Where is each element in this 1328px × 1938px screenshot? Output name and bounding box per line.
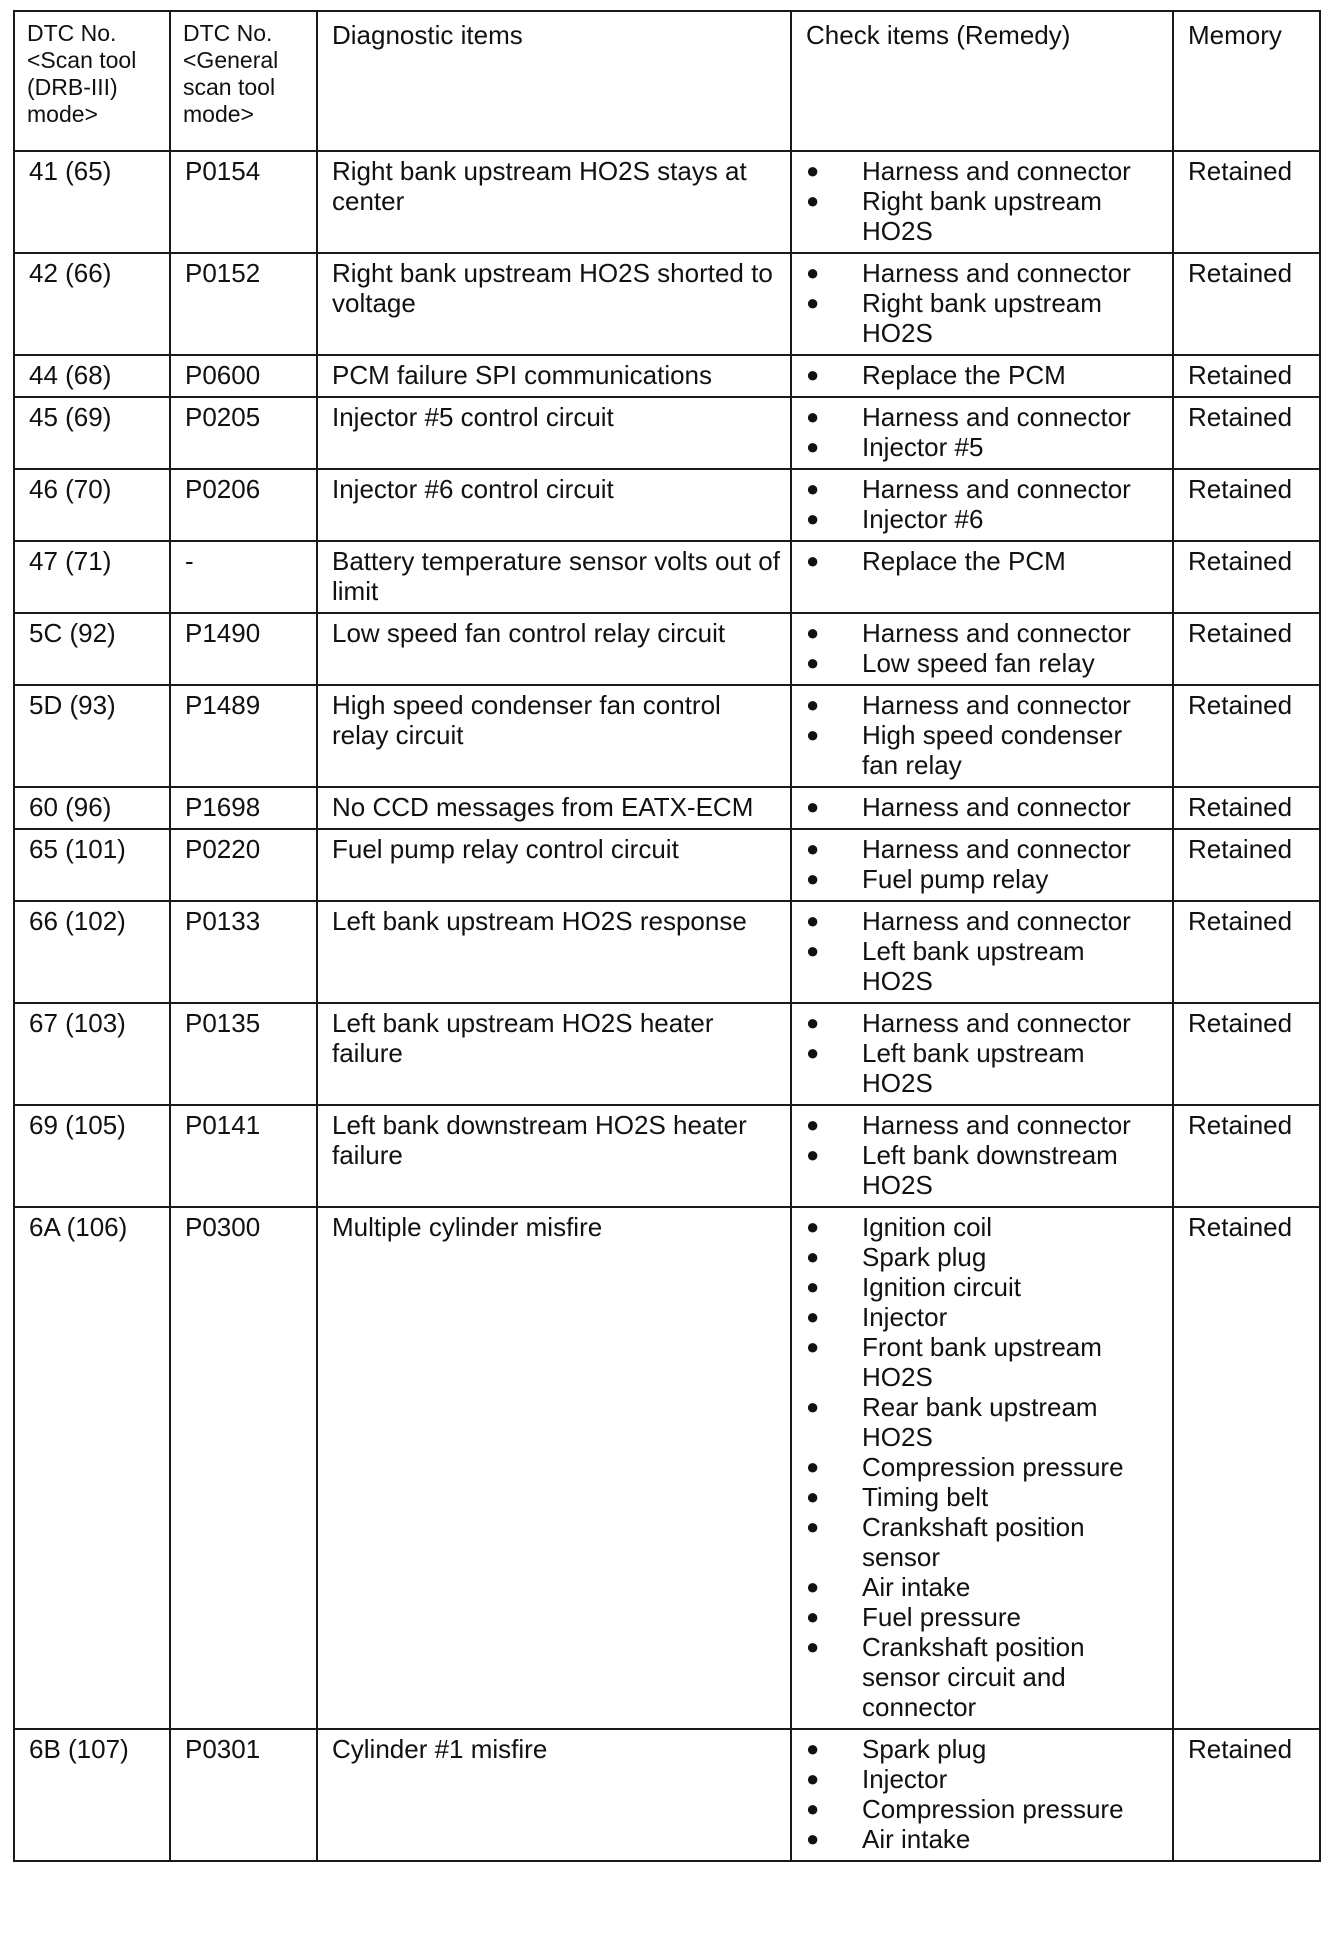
check-items-cell xyxy=(791,397,1173,469)
bullet-icon: ● xyxy=(806,1574,820,1599)
check-item xyxy=(806,1008,1162,1038)
check-item xyxy=(806,1632,1162,1722)
check-item xyxy=(806,474,1162,504)
check-item-text: Crankshaft position sensor circuit and connector xyxy=(862,1632,1085,1722)
check-item xyxy=(806,1794,1162,1824)
check-items-cell xyxy=(791,1207,1173,1729)
dtc-scan-tool-cell: 67 (103) xyxy=(14,1003,170,1105)
dtc-scan-tool-cell: 45 (69) xyxy=(14,397,170,469)
check-items-list xyxy=(806,906,1162,996)
dtc-scan-tool-cell: 42 (66) xyxy=(14,253,170,355)
bullet-icon: ● xyxy=(806,794,820,819)
check-items-cell xyxy=(791,1003,1173,1105)
diagnostic-item-cell: Multiple cylinder misfire xyxy=(317,1207,791,1729)
table-header xyxy=(14,11,1320,151)
header-memory: Memory xyxy=(1173,11,1320,151)
check-items-list xyxy=(806,618,1162,678)
check-items-list xyxy=(806,1110,1162,1200)
bullet-icon: ● xyxy=(806,1604,820,1629)
check-items-list xyxy=(806,402,1162,462)
bullet-icon: ● xyxy=(806,362,820,387)
diagnostic-item-cell: Left bank downstream HO2S heater failure xyxy=(317,1105,791,1207)
dtc-scan-tool-cell: 6A (106) xyxy=(14,1207,170,1729)
bullet-icon: ● xyxy=(806,620,820,645)
check-item xyxy=(806,1734,1162,1764)
table-row xyxy=(14,829,1320,901)
check-item xyxy=(806,1242,1162,1272)
header-scan-tool-dtc: DTC No. <Scan tool (DRB-III) mode> xyxy=(14,11,170,151)
check-items-list xyxy=(806,1212,1162,1722)
diagnostic-item-cell: No CCD messages from EATX-ECM xyxy=(317,787,791,829)
bullet-icon: ● xyxy=(806,404,820,429)
header-diagnostic-items: Diagnostic items xyxy=(317,11,791,151)
diagnostic-item-cell: High speed condenser fan control relay circuit xyxy=(317,685,791,787)
memory-cell: Retained xyxy=(1173,613,1320,685)
dtc-scan-tool-cell: 47 (71) xyxy=(14,541,170,613)
table-row xyxy=(14,253,1320,355)
check-item xyxy=(806,834,1162,864)
check-item xyxy=(806,1212,1162,1242)
check-item-text: Harness and connector xyxy=(862,402,1131,432)
bullet-icon: ● xyxy=(806,1334,820,1359)
dtc-scan-tool-cell: 60 (96) xyxy=(14,787,170,829)
check-item xyxy=(806,546,1162,576)
check-items-list xyxy=(806,792,1162,822)
dtc-scan-tool-cell: 5C (92) xyxy=(14,613,170,685)
check-item-text: Harness and connector xyxy=(862,618,1131,648)
check-items-cell xyxy=(791,829,1173,901)
check-item-text: Fuel pressure xyxy=(862,1602,1021,1632)
check-item xyxy=(806,1602,1162,1632)
check-item-text: Air intake xyxy=(862,1824,971,1854)
memory-cell: Retained xyxy=(1173,901,1320,1003)
check-item-text: Harness and connector xyxy=(862,1008,1131,1038)
check-items-cell xyxy=(791,253,1173,355)
dtc-general-cell: P1489 xyxy=(170,685,317,787)
bullet-icon: ● xyxy=(806,290,820,315)
check-item-text: Spark plug xyxy=(862,1242,987,1272)
dtc-general-cell: P0300 xyxy=(170,1207,317,1729)
memory-cell: Retained xyxy=(1173,685,1320,787)
bullet-icon: ● xyxy=(806,1010,820,1035)
check-item xyxy=(806,1272,1162,1302)
diagnostic-item-cell: Right bank upstream HO2S stays at center xyxy=(317,151,791,253)
diagnostic-item-cell: PCM failure SPI communications xyxy=(317,355,791,397)
check-item xyxy=(806,1452,1162,1482)
bullet-icon: ● xyxy=(806,476,820,501)
check-item-text: Injector xyxy=(862,1302,948,1332)
check-item-text: Harness and connector xyxy=(862,258,1131,288)
check-item-text: Injector #5 xyxy=(862,432,984,462)
bullet-icon: ● xyxy=(806,1766,820,1791)
diagnostic-item-cell: Left bank upstream HO2S response xyxy=(317,901,791,1003)
bullet-icon: ● xyxy=(806,188,820,213)
memory-cell: Retained xyxy=(1173,397,1320,469)
table-row xyxy=(14,469,1320,541)
check-items-cell xyxy=(791,355,1173,397)
check-item xyxy=(806,1140,1162,1200)
dtc-general-cell: - xyxy=(170,541,317,613)
bullet-icon: ● xyxy=(806,260,820,285)
check-item-text: Left bank downstream HO2S xyxy=(862,1140,1118,1200)
bullet-icon: ● xyxy=(806,1274,820,1299)
header-general-dtc: DTC No. <General scan tool mode> xyxy=(170,11,317,151)
memory-cell: Retained xyxy=(1173,355,1320,397)
dtc-general-cell: P0141 xyxy=(170,1105,317,1207)
check-item xyxy=(806,864,1162,894)
bullet-icon: ● xyxy=(806,1514,820,1539)
check-items-cell xyxy=(791,901,1173,1003)
check-item xyxy=(806,1512,1162,1572)
bullet-icon: ● xyxy=(806,650,820,675)
check-item-text: Harness and connector xyxy=(862,474,1131,504)
check-items-cell xyxy=(791,787,1173,829)
memory-cell: Retained xyxy=(1173,253,1320,355)
bullet-icon: ● xyxy=(806,1454,820,1479)
bullet-icon: ● xyxy=(806,548,820,573)
dtc-scan-tool-cell: 44 (68) xyxy=(14,355,170,397)
memory-cell: Retained xyxy=(1173,151,1320,253)
bullet-icon: ● xyxy=(806,1304,820,1329)
check-item-text: Harness and connector xyxy=(862,906,1131,936)
check-item xyxy=(806,720,1162,780)
check-item-text: Ignition coil xyxy=(862,1212,993,1242)
check-item-text: Harness and connector xyxy=(862,690,1131,720)
table-row xyxy=(14,397,1320,469)
check-item-text: Replace the PCM xyxy=(862,546,1066,576)
check-item xyxy=(806,1482,1162,1512)
bullet-icon: ● xyxy=(806,1244,820,1269)
dtc-general-cell: P0135 xyxy=(170,1003,317,1105)
bullet-icon: ● xyxy=(806,1040,820,1065)
diagnostic-item-cell: Battery temperature sensor volts out of limit xyxy=(317,541,791,613)
memory-cell: Retained xyxy=(1173,469,1320,541)
check-item-text: Harness and connector xyxy=(862,792,1131,822)
bullet-icon: ● xyxy=(806,938,820,963)
dtc-general-cell: P0301 xyxy=(170,1729,317,1861)
memory-cell: Retained xyxy=(1173,541,1320,613)
diagnostic-item-cell: Fuel pump relay control circuit xyxy=(317,829,791,901)
header-row xyxy=(14,11,1320,151)
bullet-icon: ● xyxy=(806,908,820,933)
check-item xyxy=(806,1110,1162,1140)
check-item xyxy=(806,1332,1162,1392)
check-item xyxy=(806,1572,1162,1602)
dtc-general-cell: P0154 xyxy=(170,151,317,253)
dtc-scan-tool-cell: 5D (93) xyxy=(14,685,170,787)
check-item-text: Low speed fan relay xyxy=(862,648,1095,678)
bullet-icon: ● xyxy=(806,1394,820,1419)
dtc-scan-tool-cell: 41 (65) xyxy=(14,151,170,253)
check-item-text: High speed condenser fan relay xyxy=(862,720,1123,780)
table-row xyxy=(14,787,1320,829)
diagnostic-item-cell: Cylinder #1 misfire xyxy=(317,1729,791,1861)
check-item xyxy=(806,1764,1162,1794)
check-item xyxy=(806,1824,1162,1854)
bullet-icon: ● xyxy=(806,1484,820,1509)
check-items-cell xyxy=(791,151,1173,253)
dtc-general-cell: P0152 xyxy=(170,253,317,355)
memory-cell: Retained xyxy=(1173,829,1320,901)
check-item-text: Compression pressure xyxy=(862,1452,1124,1482)
table-row xyxy=(14,1207,1320,1729)
check-item xyxy=(806,690,1162,720)
table-row xyxy=(14,541,1320,613)
check-item-text: Left bank upstream HO2S xyxy=(862,936,1085,996)
bullet-icon: ● xyxy=(806,836,820,861)
bullet-icon: ● xyxy=(806,1736,820,1761)
check-item xyxy=(806,648,1162,678)
check-item-text: Harness and connector xyxy=(862,156,1131,186)
bullet-icon: ● xyxy=(806,692,820,717)
dtc-general-cell: P0206 xyxy=(170,469,317,541)
diagnostic-item-cell: Injector #6 control circuit xyxy=(317,469,791,541)
dtc-general-cell: P1490 xyxy=(170,613,317,685)
check-item xyxy=(806,906,1162,936)
check-item xyxy=(806,258,1162,288)
dtc-scan-tool-cell: 65 (101) xyxy=(14,829,170,901)
check-item-text: Rear bank upstream HO2S xyxy=(862,1392,1098,1452)
check-item xyxy=(806,156,1162,186)
dtc-scan-tool-cell: 6B (107) xyxy=(14,1729,170,1861)
table-row xyxy=(14,1003,1320,1105)
check-item-text: Right bank upstream HO2S xyxy=(862,288,1102,348)
check-item xyxy=(806,936,1162,996)
check-item-text: Timing belt xyxy=(862,1482,989,1512)
memory-cell: Retained xyxy=(1173,1207,1320,1729)
check-items-list xyxy=(806,156,1162,246)
check-item-text: Ignition circuit xyxy=(862,1272,1021,1302)
check-item-text: Compression pressure xyxy=(862,1794,1124,1824)
dtc-general-cell: P0205 xyxy=(170,397,317,469)
memory-cell: Retained xyxy=(1173,1105,1320,1207)
check-items-list xyxy=(806,360,1162,390)
table-row xyxy=(14,151,1320,253)
check-items-cell xyxy=(791,1729,1173,1861)
dtc-general-cell: P1698 xyxy=(170,787,317,829)
check-items-list xyxy=(806,834,1162,894)
check-items-cell xyxy=(791,541,1173,613)
dtc-scan-tool-cell: 69 (105) xyxy=(14,1105,170,1207)
check-items-list xyxy=(806,1008,1162,1098)
check-items-cell xyxy=(791,613,1173,685)
table-row xyxy=(14,355,1320,397)
bullet-icon: ● xyxy=(806,1112,820,1137)
bullet-icon: ● xyxy=(806,434,820,459)
table-row xyxy=(14,613,1320,685)
check-item-text: Injector xyxy=(862,1764,948,1794)
bullet-icon: ● xyxy=(806,1796,820,1821)
diagnostic-item-cell: Injector #5 control circuit xyxy=(317,397,791,469)
table-row xyxy=(14,1729,1320,1861)
check-items-list xyxy=(806,258,1162,348)
bullet-icon: ● xyxy=(806,722,820,747)
check-item-text: Harness and connector xyxy=(862,1110,1131,1140)
check-item xyxy=(806,1302,1162,1332)
check-item xyxy=(806,186,1162,246)
check-item-text: Replace the PCM xyxy=(862,360,1066,390)
check-items-list xyxy=(806,474,1162,534)
check-item xyxy=(806,792,1162,822)
dtc-general-cell: P0133 xyxy=(170,901,317,1003)
bullet-icon: ● xyxy=(806,1634,820,1659)
check-item xyxy=(806,432,1162,462)
check-item xyxy=(806,1038,1162,1098)
check-item-text: Right bank upstream HO2S xyxy=(862,186,1102,246)
check-item xyxy=(806,360,1162,390)
dtc-scan-tool-cell: 46 (70) xyxy=(14,469,170,541)
check-items-cell xyxy=(791,469,1173,541)
dtc-general-cell: P0220 xyxy=(170,829,317,901)
check-item-text: Left bank upstream HO2S xyxy=(862,1038,1085,1098)
check-item-text: Spark plug xyxy=(862,1734,987,1764)
check-items-cell xyxy=(791,685,1173,787)
check-items-list xyxy=(806,546,1162,576)
dtc-table xyxy=(13,10,1321,1862)
check-item-text: Harness and connector xyxy=(862,834,1131,864)
check-item xyxy=(806,402,1162,432)
memory-cell: Retained xyxy=(1173,1003,1320,1105)
table-row xyxy=(14,1105,1320,1207)
check-items-list xyxy=(806,690,1162,780)
table-row xyxy=(14,685,1320,787)
table-row xyxy=(14,901,1320,1003)
diagnostic-item-cell: Low speed fan control relay circuit xyxy=(317,613,791,685)
dtc-scan-tool-cell: 66 (102) xyxy=(14,901,170,1003)
bullet-icon: ● xyxy=(806,1142,820,1167)
dtc-general-cell: P0600 xyxy=(170,355,317,397)
check-item-text: Air intake xyxy=(862,1572,971,1602)
header-check-items: Check items (Remedy) xyxy=(791,11,1173,151)
check-items-cell xyxy=(791,1105,1173,1207)
check-item xyxy=(806,288,1162,348)
bullet-icon: ● xyxy=(806,506,820,531)
check-items-list xyxy=(806,1734,1162,1854)
bullet-icon: ● xyxy=(806,158,820,183)
check-item-text: Crankshaft position sensor xyxy=(862,1512,1085,1572)
check-item-text: Fuel pump relay xyxy=(862,864,1049,894)
check-item xyxy=(806,504,1162,534)
memory-cell: Retained xyxy=(1173,1729,1320,1861)
bullet-icon: ● xyxy=(806,1214,820,1239)
check-item xyxy=(806,1392,1162,1452)
bullet-icon: ● xyxy=(806,866,820,891)
check-item-text: Injector #6 xyxy=(862,504,984,534)
diagnostic-item-cell: Left bank upstream HO2S heater failure xyxy=(317,1003,791,1105)
check-item-text: Front bank upstream HO2S xyxy=(862,1332,1102,1392)
diagnostic-item-cell: Right bank upstream HO2S shorted to voltage xyxy=(317,253,791,355)
check-item xyxy=(806,618,1162,648)
memory-cell: Retained xyxy=(1173,787,1320,829)
bullet-icon: ● xyxy=(806,1826,820,1851)
table-body xyxy=(14,151,1320,1861)
